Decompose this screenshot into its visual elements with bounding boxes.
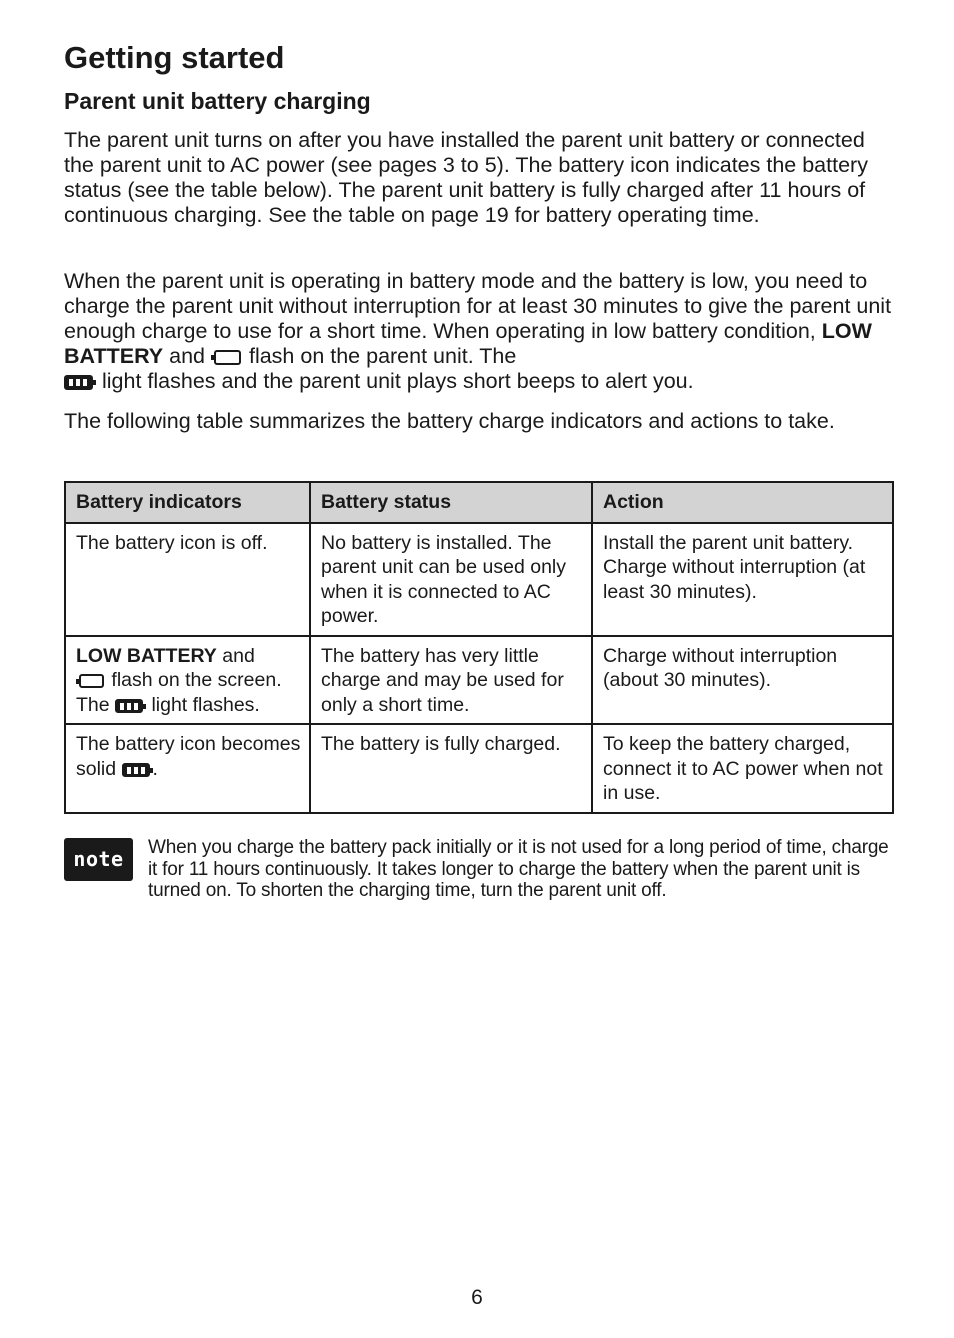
table-row	[65, 523, 893, 636]
table-intro-paragraph: The following table summarizes the battery charge indicators and actions to take.	[64, 409, 835, 433]
action-cell: Charge without interruption (about 30 minutes).	[592, 636, 893, 725]
cell-text: and	[222, 644, 255, 667]
paragraph-text: When the parent unit is operating in battery mode and the battery is low, you need to charge the parent unit without interruption for at least 30 minutes to give the parent unit enough charge to use for a short time. When operating in low battery condition,	[64, 269, 892, 343]
page-number: 6	[471, 1286, 483, 1309]
header-action: Action	[592, 482, 893, 523]
indicator-cell	[65, 636, 310, 725]
header-battery-indicators: Battery indicators	[65, 482, 310, 523]
section-title: Parent unit battery charging	[64, 88, 371, 114]
battery-full-icon	[122, 763, 150, 777]
table-row	[65, 724, 893, 813]
cell-text: The	[76, 693, 110, 716]
status-cell: The battery has very little charge and may be used for only a short time.	[310, 636, 592, 725]
cell-text: .	[152, 757, 158, 780]
header-battery-status: Battery status	[310, 482, 592, 523]
paragraph-text: flash on the parent unit. The	[248, 344, 517, 368]
table-row	[65, 636, 893, 725]
battery-full-icon	[64, 375, 93, 390]
intro-paragraph: The parent unit turns on after you have installed the parent unit battery or connected the parent unit to AC power (see pages 3 to 5). The battery icon indicates the battery status (see the table below). The parent unit battery is fully charged after 11 hours of continuous charging. See the table on page 19 for battery operating time.	[64, 128, 868, 227]
indicator-cell	[65, 724, 310, 813]
cell-text: light flashes.	[151, 693, 260, 716]
page-title: Getting started	[64, 40, 285, 75]
battery-empty-icon	[214, 350, 241, 365]
low-battery-paragraph	[64, 269, 894, 394]
action-cell: Install the parent unit battery. Charge without interruption (at least 30 minutes).	[592, 523, 893, 636]
status-cell: The battery is fully charged.	[310, 724, 592, 813]
paragraph-text: light flashes and the parent unit plays short beeps to alert you.	[101, 369, 694, 393]
indicator-cell: The battery icon is off.	[65, 523, 310, 636]
battery-full-icon	[115, 699, 143, 713]
cell-text: flash on the screen.	[111, 669, 282, 691]
status-cell: No battery is installed. The parent unit can be used only when it is connected to AC power.	[310, 523, 592, 636]
cell-text: The battery icon becomes solid	[76, 733, 301, 780]
action-cell: To keep the battery charged, connect it to AC power when not in use.	[592, 724, 893, 813]
low-battery-label: LOW BATTERY	[76, 644, 217, 667]
low-battery-label: LOW BATTERY	[64, 319, 872, 368]
battery-empty-icon	[79, 674, 104, 688]
table-header-row	[65, 482, 893, 523]
note-badge: note	[64, 838, 133, 881]
note-text: When you charge the battery pack initially or it is not used for a long period of time, charge it for 11 hours continuously. It takes longer to charge the battery when the parent unit is turned on. To shorten the charging time, turn the parent unit off.	[148, 837, 889, 901]
battery-indicator-table	[64, 481, 894, 814]
paragraph-text: and	[169, 344, 205, 368]
